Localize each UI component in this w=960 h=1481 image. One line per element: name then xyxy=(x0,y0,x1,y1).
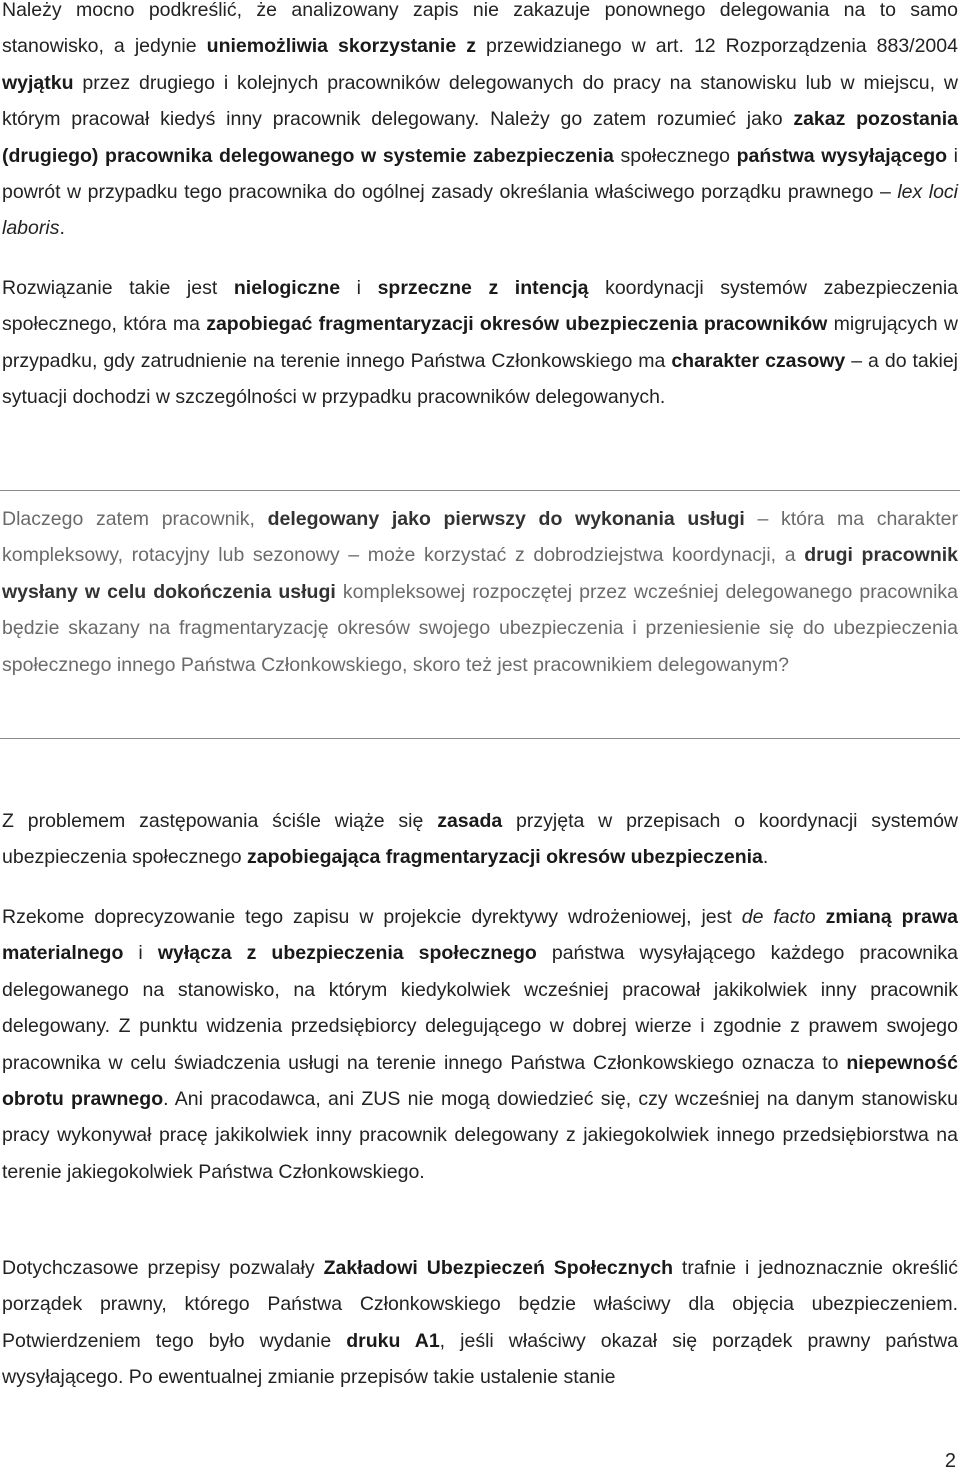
body-text: i powrót w przypadku tego pracownika do ogólnej zasady określania właściwego porządku prawnego – xyxy=(2,144,958,204)
emphasis-text: drugi pracownik wysłany w celu dokończenia usługi xyxy=(2,544,958,603)
body-text: koordynacji systemów zabezpieczenia społecznego, która ma xyxy=(2,277,958,336)
body-text: przewidzianego w art. 12 Rozporządzenia 883/2004 xyxy=(476,35,958,58)
body-text: Dlaczego zatem pracownik, xyxy=(2,508,268,530)
emphasis-text: druku A1 xyxy=(346,1329,440,1352)
emphasis-text: Zakładowi Ubezpieczeń Społecznych xyxy=(323,1257,673,1279)
body-text: państwa wysyłającego każdego pracownika delegowanego na stanowisko, na którym kiedykolwiek wcześniej pracował jakikolwiek inny pracownik delegowany. Z punktu widzenia przedsiębiorcy delegującego w dobrej wierze i zgodnie z prawem swojego pracownika w celu świadczenia usługi na terenie innego Państwa Członkowskiego oznacza to xyxy=(2,942,958,1074)
emphasis-text: wyłącza z ubezpieczenia społecznego xyxy=(157,942,537,965)
body-text: Należy mocno podkreślić, że analizowany zapis nie zakazuje ponownego delegowania na to samo stanowisko, a jedynie xyxy=(2,0,958,58)
body-text: – a do takiej sytuacji dochodzi w szczególności w przypadku pracowników delegowanych. xyxy=(2,349,959,409)
divider-top xyxy=(0,490,960,491)
body-text xyxy=(816,906,826,928)
emphasis-text: zmianą prawa materialnego xyxy=(2,906,958,965)
body-text: przyjęta w przepisach o koordynacji systemów ubezpieczenia społecznego xyxy=(2,810,958,869)
body-text: kompleksowej rozpoczętej przez wcześniej delegowanego pracownika będzie skazany na fragmentaryzację okresów swojego ubezpieczenia i przeniesienie się do ubezpieczenia społecznego innego Państwa Członkowskiego, skoro też jest pracownikiem delegowanym? xyxy=(2,580,958,676)
body-text: przez drugiego i kolejnych pracowników delegowanych do pracy na stanowisku lub w miejscu, w którym pracował kiedyś inny pracownik delegowany. Należy go zatem rozumieć jako xyxy=(2,71,958,131)
body-text: , jeśli właściwy okazał się porządek prawny państwa wysyłającego. Po ewentualnej zmianie przepisów takie ustalenie stanie xyxy=(2,1329,958,1389)
body-text: i xyxy=(123,942,158,965)
emphasis-text: zapobiegająca fragmentaryzacji okresów ubezpieczenia xyxy=(247,846,763,869)
body-text: Dotychczasowe przepisy pozwalały xyxy=(2,1257,324,1279)
paragraph-4 xyxy=(2,803,958,876)
body-text: Z problemem zastępowania ściśle wiąże się xyxy=(2,810,438,832)
emphasis-text: zasada xyxy=(437,810,503,832)
italic-text: lex loci laboris xyxy=(2,181,958,240)
emphasis-text: niepewność obrotu prawnego xyxy=(2,1051,958,1111)
paragraph-2 xyxy=(2,270,958,416)
paragraph-6 xyxy=(2,1250,958,1396)
body-text: . Ani pracodawca, ani ZUS nie mogą dowiedzieć się, czy wcześniej na danym stanowisku pracy wykonywał pracę jakikolwiek inny pracownik delegowany z jakiegokolwiek innego przedsiębiorstwa na terenie jakiegokolwiek Państwa Członkowskiego. xyxy=(2,1088,958,1183)
body-text: Rozwiązanie takie jest xyxy=(2,277,234,299)
body-text: migrujących w przypadku, gdy zatrudnienie na terenie innego Państwa Członkowskiego ma xyxy=(2,313,959,372)
emphasis-text: wyjątku xyxy=(2,71,74,94)
body-text: Rzekome doprecyzowanie tego zapisu w projekcie dyrektywy wdrożeniowej, jest xyxy=(2,906,742,928)
emphasis-text: charakter czasowy xyxy=(671,349,846,372)
emphasis-text: delegowany jako pierwszy do wykonania usługi xyxy=(267,508,745,530)
emphasis-text: państwa wysyłającego xyxy=(736,144,948,167)
page-number: 2 xyxy=(944,1450,956,1472)
divider-bottom xyxy=(0,738,960,739)
body-text: . xyxy=(59,217,65,240)
highlighted-question-paragraph xyxy=(2,501,958,683)
emphasis-text: sprzeczne z intencją xyxy=(377,277,589,299)
paragraph-5 xyxy=(2,899,958,1190)
body-text: i xyxy=(340,277,378,299)
emphasis-text: nielogiczne xyxy=(233,277,341,299)
body-text: – która ma charakter kompleksowy, rotacyjny lub sezonowy – może korzystać z dobrodziejstwa koordynacji, a xyxy=(2,508,958,567)
body-text: społecznego xyxy=(613,144,737,167)
emphasis-text: zakaz pozostania (drugiego) pracownika delegowanego w systemie zabezpieczenia xyxy=(2,108,958,167)
body-text: trafnie i jednoznacznie określić porządek prawny, którego Państwa Członkowskiego będzie właściwy dla objęcia ubezpieczeniem. Potwierdzeniem tego było wydanie xyxy=(2,1257,958,1352)
italic-text: de facto xyxy=(741,906,816,928)
body-text: . xyxy=(762,846,769,869)
emphasis-text: uniemożliwia skorzystanie z xyxy=(206,35,476,58)
paragraph-1 xyxy=(2,0,958,247)
emphasis-text: zapobiegać fragmentaryzacji okresów ubezpieczenia pracowników xyxy=(206,313,828,336)
